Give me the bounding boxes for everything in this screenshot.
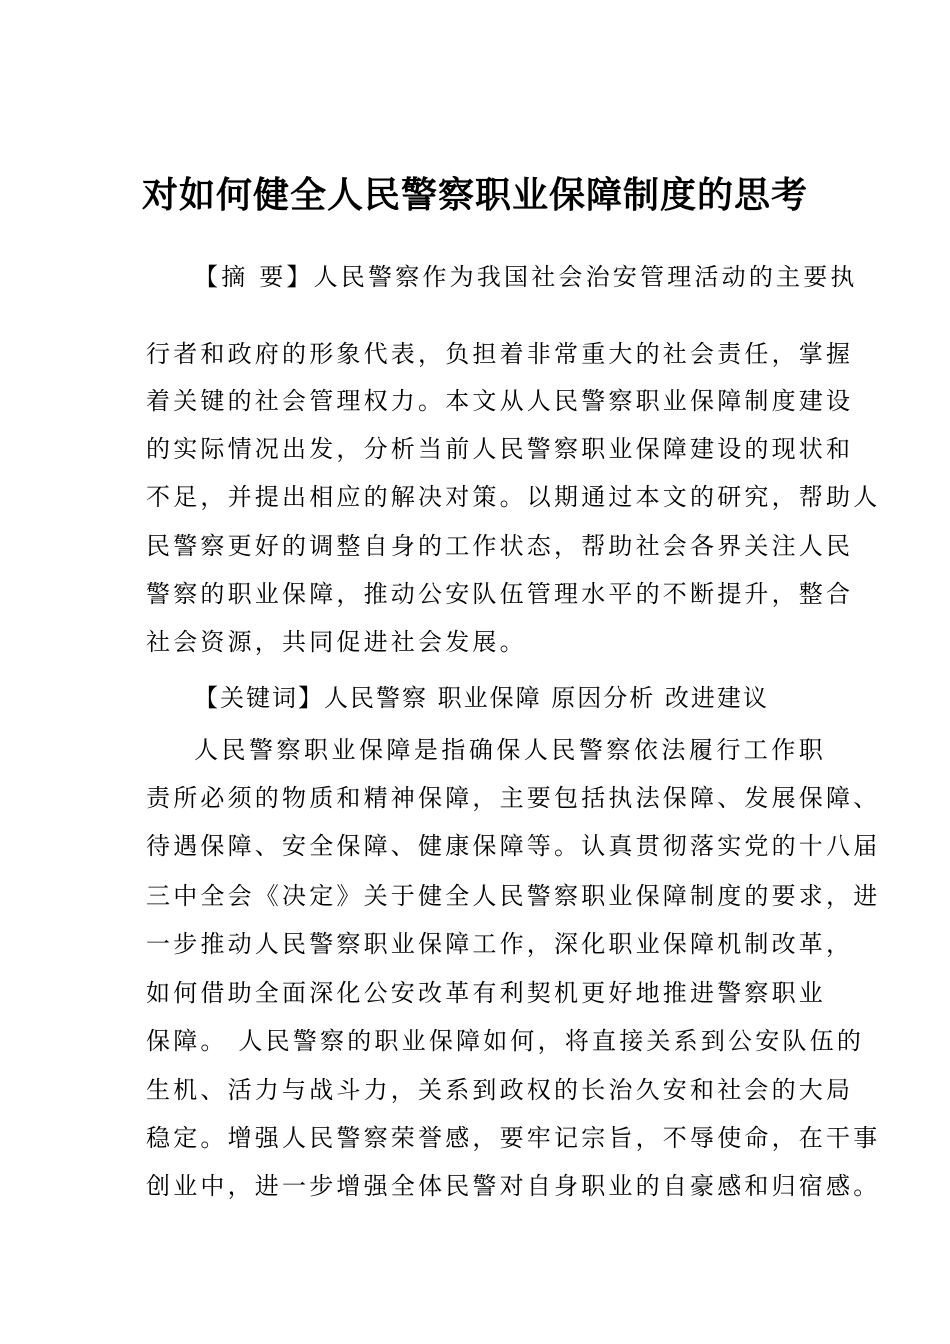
body-line: 稳定。增强人民警察荣誉感，要牢记宗旨，不辱使命，在干事 [146,1124,881,1152]
body-line: 如何借助全面深化公安改革有利契机更好地推进警察职业 [146,979,826,1007]
body-line: 保障。 人民警察的职业保障如何，将直接关系到公安队伍的 [146,1027,865,1055]
abstract-line: 着关键的社会管理权力。本文从人民警察职业保障制度建设 [146,387,854,415]
abstract-line: 不足，并提出相应的解决对策。以期通过本文的研究，帮助人 [146,483,881,511]
body-line: 三中全会《决定》关于健全人民警察职业保障制度的要求，进 [146,882,881,910]
body-line: 人民警察职业保障是指确保人民警察依法履行工作职 [194,736,826,764]
abstract-line: 社会资源，共同促进社会发展。 [146,628,527,656]
abstract-line: 行者和政府的形象代表，负担着非常重大的社会责任，掌握 [146,340,854,368]
body-line: 待遇保障、安全保障、健康保障等。认真贯彻落实党的十八届 [146,832,881,860]
body-line: 一步推动人民警察职业保障工作，深化职业保障机制改革， [146,930,854,958]
body-line: 创业中，进一步增强全体民警对自身职业的自豪感和归宿感。 [146,1172,881,1200]
document-title: 对如何健全人民警察职业保障制度的思考 [141,175,808,217]
body-line: 生机、活力与战斗力，关系到政权的长治久安和社会的大局 [146,1076,854,1104]
keywords-line: 【关键词】人民警察 职业保障 原因分析 改进建议 [194,684,769,712]
body-line: 责所必须的物质和精神保障，主要包括执法保障、发展保障、 [146,784,881,812]
abstract-line: 的实际情况出发，分析当前人民警察职业保障建设的现状和 [146,435,854,463]
abstract-line: 民警察更好的调整自身的工作状态，帮助社会各界关注人民 [146,532,854,560]
abstract-line: 警察的职业保障，推动公安队伍管理水平的不断提升，整合 [146,580,854,608]
abstract-line: 【摘 要】人民警察作为我国社会治安管理活动的主要执 [194,263,858,291]
